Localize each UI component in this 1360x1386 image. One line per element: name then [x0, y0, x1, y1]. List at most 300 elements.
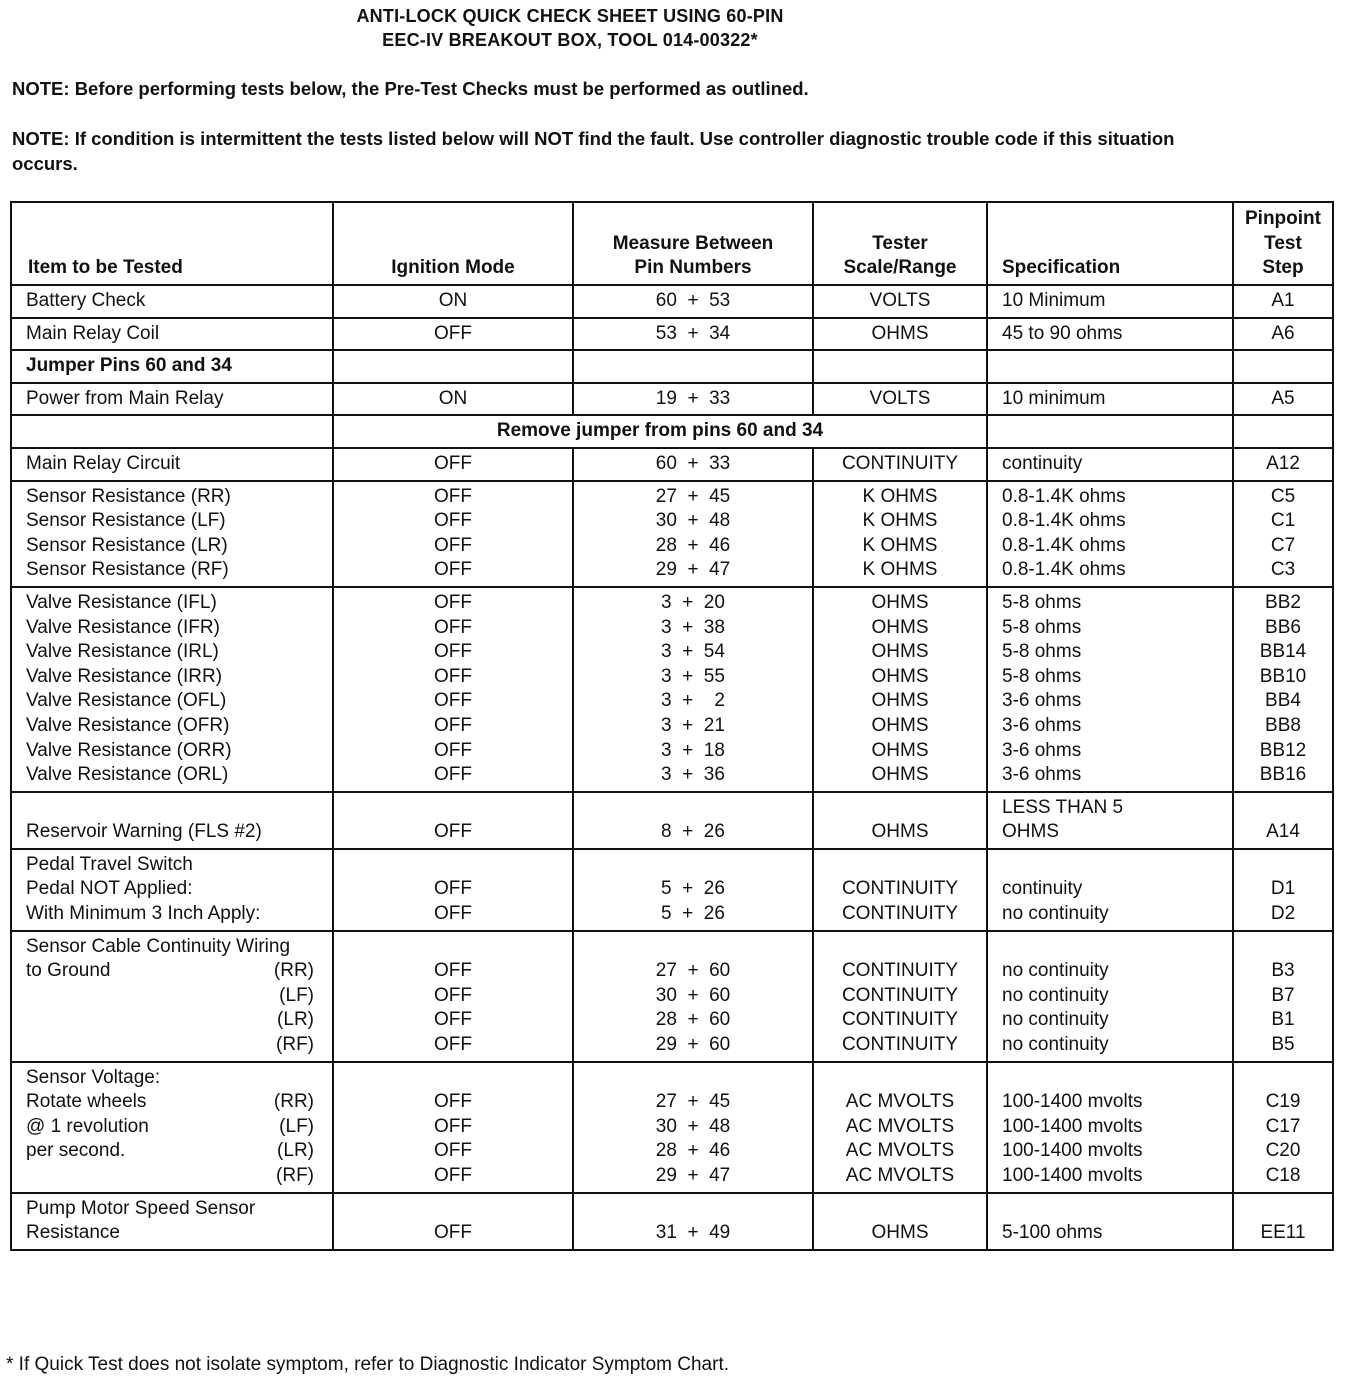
cell-line: BB14 — [1259, 641, 1307, 663]
cell-tester — [813, 318, 987, 351]
wheel-position: (RF) — [276, 1165, 314, 1186]
cell-line: Sensor Resistance (LR) — [26, 534, 228, 556]
cell-line: 0.8-1.4K ohms — [1002, 485, 1126, 507]
cell-line: 100-1400 mvolts — [1002, 1115, 1143, 1137]
cell-line: OFF — [434, 641, 472, 663]
cell-step — [1233, 481, 1333, 587]
remove-jumper-note: Remove jumper from pins 60 and 34 — [333, 415, 987, 448]
cell-ignition — [333, 383, 573, 416]
cell-line: Main Relay Coil — [26, 322, 160, 344]
cell-line: Resistance — [26, 1222, 120, 1244]
cell-item — [11, 448, 333, 481]
row-power-from-main-relay — [11, 383, 1333, 416]
cell-line: B1 — [1271, 1009, 1295, 1031]
cell-line: 3-6 ohms — [1002, 739, 1082, 761]
cell-line: BB4 — [1265, 690, 1301, 712]
cell-line: BB16 — [1259, 764, 1307, 786]
cell-spec — [987, 383, 1233, 416]
cell-line: ON — [438, 290, 468, 311]
header-tester — [813, 202, 987, 285]
cell-ignition — [333, 350, 573, 383]
cell-item — [11, 849, 333, 931]
item-line — [26, 959, 314, 984]
wheel-position: (RR) — [273, 960, 314, 982]
cell-line: B7 — [1271, 984, 1295, 1006]
cell-ignition — [333, 849, 573, 931]
row-reservoir-warning — [11, 792, 1333, 849]
cell-line: no continuity — [1002, 903, 1109, 925]
cell-line: Pinpoint — [1245, 208, 1321, 230]
item-line — [26, 984, 314, 1009]
cell-line: 3 + 38 — [661, 616, 725, 638]
header-row — [11, 202, 1333, 285]
item-line — [26, 1115, 314, 1140]
wheel-position: (LR) — [277, 1140, 314, 1162]
cell-ignition — [333, 1062, 573, 1193]
cell-line: 10 Minimum — [1002, 290, 1106, 311]
cell-line: Pedal Travel Switch — [26, 853, 193, 875]
cell-line: 3 + 54 — [661, 641, 725, 663]
cell-line: 0.8-1.4K ohms — [1002, 559, 1126, 581]
cell-line: OFF — [434, 591, 472, 613]
cell-step — [1233, 792, 1333, 849]
row-sensor-resistance — [11, 481, 1333, 587]
cell-line: OFF — [434, 452, 472, 474]
cell-line: AC MVOLTS — [845, 1140, 955, 1162]
cell-line: C17 — [1265, 1115, 1301, 1137]
header-step — [1233, 202, 1333, 285]
cell-line: CONTINUITY — [841, 452, 959, 474]
item-line — [26, 935, 314, 960]
item-line — [26, 1066, 314, 1091]
cell-line: CONTINUITY — [841, 878, 959, 900]
cell-line: 5-8 ohms — [1002, 616, 1082, 638]
cell-line: OFF — [434, 559, 472, 581]
cell-line: OHMS — [871, 665, 929, 687]
cell-line: 3-6 ohms — [1002, 690, 1082, 712]
cell-line: OHMS — [871, 1222, 929, 1244]
cell-line: Pedal NOT Applied: — [26, 878, 193, 900]
cell-line: OFF — [434, 1034, 472, 1056]
cell-line: BB12 — [1259, 739, 1307, 761]
cell-spec — [987, 792, 1233, 849]
cell-line: 0.8-1.4K ohms — [1002, 510, 1126, 532]
row-valve-resistance — [11, 587, 1333, 792]
cell-line: OFF — [434, 1091, 472, 1113]
cell-line: OFF — [434, 764, 472, 786]
cell-line: 27 + 45 — [655, 1091, 731, 1113]
cell-item — [11, 587, 333, 792]
cell-line: 3 + 36 — [661, 764, 725, 786]
row-battery-check — [11, 285, 1333, 318]
cell-line: 3-6 ohms — [1002, 764, 1082, 786]
quick-check-table — [10, 201, 1334, 1251]
cell-measure — [573, 285, 813, 318]
cell-step — [1233, 350, 1333, 383]
cell-line: OFF — [434, 960, 472, 982]
sheet-title — [0, 4, 1140, 52]
cell-line: Power from Main Relay — [26, 387, 224, 409]
cell-ignition — [333, 318, 573, 351]
cell-line: AC MVOLTS — [845, 1091, 955, 1113]
cell-spec — [987, 448, 1233, 481]
cell-spec — [987, 415, 1233, 448]
cell-line: Step — [1262, 257, 1304, 279]
cell-line: 3 + 55 — [661, 665, 725, 687]
cell-tester — [813, 1062, 987, 1193]
cell-line: 3 + 21 — [661, 714, 725, 736]
cell-line: Measure Between — [612, 232, 774, 254]
cell-line: 5-8 ohms — [1002, 591, 1082, 613]
cell-item — [11, 792, 333, 849]
cell-line: VOLTS — [869, 387, 931, 409]
cell-line: OFF — [434, 485, 472, 507]
cell-measure — [573, 1062, 813, 1193]
cell-line: ON — [438, 387, 468, 409]
cell-line: 53 + 34 — [655, 322, 731, 344]
cell-line: OFF — [434, 665, 472, 687]
row-sensor-voltage — [11, 1062, 1333, 1193]
cell-line: 28 + 60 — [655, 1009, 731, 1031]
cell-line: 28 + 46 — [655, 534, 731, 556]
cell-measure — [573, 383, 813, 416]
cell-line: OFF — [434, 1165, 472, 1186]
cell-spec — [987, 1193, 1233, 1250]
cell-line: 29 + 47 — [655, 1165, 731, 1186]
cell-line: OHMS — [871, 764, 929, 786]
cell-measure — [573, 587, 813, 792]
cell-line: OHMS — [871, 322, 929, 344]
cell-step — [1233, 931, 1333, 1062]
cell-line: B3 — [1271, 960, 1295, 982]
cell-line: CONTINUITY — [841, 984, 959, 1006]
cell-measure — [573, 350, 813, 383]
cell-line: 30 + 48 — [655, 510, 731, 532]
cell-spec — [987, 481, 1233, 587]
cell-line: K OHMS — [862, 485, 938, 507]
cell-tester — [813, 792, 987, 849]
cell-tester — [813, 1193, 987, 1250]
cell-item — [11, 383, 333, 416]
cell-line: OHMS — [871, 690, 929, 712]
cell-tester — [813, 448, 987, 481]
cell-line: Sensor Resistance (RF) — [26, 559, 229, 581]
cell-line: continuity — [1002, 452, 1083, 474]
cell-line: C20 — [1265, 1140, 1301, 1162]
cell-spec — [987, 849, 1233, 931]
item-line — [26, 1164, 314, 1189]
cell-line: With Minimum 3 Inch Apply: — [26, 903, 261, 925]
cell-line: Valve Resistance (IFR) — [26, 616, 220, 638]
cell-line: A14 — [1266, 821, 1300, 843]
cell-line: BB8 — [1265, 714, 1301, 736]
cell-spec — [987, 1062, 1233, 1193]
cell-line: Valve Resistance (OFL) — [26, 690, 227, 712]
cell-line: Jumper Pins 60 and 34 — [26, 355, 232, 377]
cell-ignition — [333, 448, 573, 481]
cell-line: OFF — [434, 510, 472, 532]
cell-item — [11, 350, 333, 383]
cell-line: 27 + 60 — [655, 960, 731, 982]
cell-line: EE11 — [1260, 1222, 1306, 1244]
cell-line: AC MVOLTS — [845, 1165, 955, 1186]
row-pump-motor-speed-sensor — [11, 1193, 1333, 1250]
cell-item — [11, 1193, 333, 1250]
cell-line: A5 — [1271, 387, 1295, 409]
cell-line: OHMS — [871, 591, 929, 613]
item-text: Rotate wheels — [26, 1091, 147, 1113]
row-pedal-travel-switch — [11, 849, 1333, 931]
cell-item — [11, 415, 333, 448]
cell-line: BB2 — [1265, 591, 1301, 613]
cell-line: 3 + 20 — [661, 591, 725, 613]
cell-line: AC MVOLTS — [845, 1115, 955, 1137]
cell-line: OFF — [434, 878, 472, 900]
cell-spec — [987, 350, 1233, 383]
cell-line: C5 — [1270, 485, 1296, 507]
item-line — [26, 1090, 314, 1115]
cell-tester — [813, 849, 987, 931]
note-pretest: NOTE: Before performing tests below, the Pre-Test Checks must be performed as outlined. — [12, 78, 809, 99]
cell-measure — [573, 931, 813, 1062]
cell-line: CONTINUITY — [841, 1034, 959, 1056]
cell-ignition — [333, 285, 573, 318]
item-text: to Ground — [26, 960, 111, 982]
cell-line: LESS THAN 5 — [1002, 796, 1124, 818]
cell-spec — [987, 285, 1233, 318]
row-sensor-cable-continuity — [11, 931, 1333, 1062]
cell-line: 3 + 18 — [661, 739, 725, 761]
cell-tester — [813, 285, 987, 318]
cell-line: OFF — [434, 1222, 472, 1244]
cell-line: 5-8 ohms — [1002, 641, 1082, 663]
cell-line: continuity — [1002, 878, 1083, 900]
cell-line: D1 — [1270, 878, 1296, 900]
cell-spec — [987, 931, 1233, 1062]
cell-line: A6 — [1271, 322, 1295, 344]
cell-line: Scale/Range — [843, 257, 957, 279]
cell-line: 30 + 60 — [655, 984, 731, 1006]
cell-line: Valve Resistance (IRL) — [26, 641, 219, 663]
cell-item — [11, 931, 333, 1062]
cell-line: K OHMS — [862, 559, 938, 581]
cell-tester — [813, 587, 987, 792]
cell-line: BB6 — [1265, 616, 1301, 638]
cell-line: 5-8 ohms — [1002, 665, 1082, 687]
cell-line: 0.8-1.4K ohms — [1002, 534, 1126, 556]
cell-ignition — [333, 792, 573, 849]
sheet-title-line-2: EEC-IV BREAKOUT BOX, TOOL 014-00322* — [382, 30, 758, 50]
cell-line: 29 + 60 — [655, 1034, 731, 1056]
cell-line: 100-1400 mvolts — [1002, 1165, 1143, 1186]
cell-line: Valve Resistance (OFR) — [26, 714, 230, 736]
cell-step — [1233, 448, 1333, 481]
cell-line: VOLTS — [869, 290, 931, 311]
cell-line: OFF — [434, 616, 472, 638]
cell-line: C18 — [1265, 1165, 1301, 1186]
item-text: @ 1 revolution — [26, 1115, 149, 1137]
cell-line: Valve Resistance (ORR) — [26, 739, 232, 761]
cell-line: 10 minimum — [1002, 387, 1106, 409]
cell-line: OFF — [434, 714, 472, 736]
header-measure — [573, 202, 813, 285]
cell-line: Test — [1264, 232, 1302, 254]
cell-line: C7 — [1270, 534, 1296, 556]
header-item — [11, 202, 333, 285]
cell-line: OHMS — [871, 821, 929, 843]
row-main-relay-coil — [11, 318, 1333, 351]
cell-line: C19 — [1265, 1091, 1301, 1113]
cell-step — [1233, 587, 1333, 792]
row-jumper-pins — [11, 350, 1333, 383]
cell-line: OFF — [434, 1140, 472, 1162]
note-intermittent: NOTE: If condition is intermittent the tests listed below will NOT find the fault. Use controller diagnostic trouble code if this situation occurs. — [12, 128, 1175, 174]
cell-ignition — [333, 1193, 573, 1250]
cell-line: 45 to 90 ohms — [1002, 322, 1123, 344]
cell-step — [1233, 1062, 1333, 1193]
cell-measure — [573, 792, 813, 849]
cell-line: CONTINUITY — [841, 1009, 959, 1031]
row-remove-jumper — [11, 415, 1333, 448]
cell-spec — [987, 587, 1233, 792]
cell-line: no continuity — [1002, 984, 1109, 1006]
cell-line: BB10 — [1259, 665, 1307, 687]
cell-line: C1 — [1270, 510, 1296, 532]
row-main-relay-circuit — [11, 448, 1333, 481]
cell-line: OHMS — [1002, 821, 1059, 843]
cell-line: OFF — [434, 739, 472, 761]
cell-line: 8 + 26 — [661, 821, 725, 843]
cell-spec — [987, 318, 1233, 351]
cell-tester — [813, 931, 987, 1062]
cell-line: Ignition Mode — [391, 257, 515, 279]
cell-line: 60 + 33 — [655, 452, 731, 474]
item-line — [26, 1033, 314, 1058]
cell-line: no continuity — [1002, 1009, 1109, 1031]
cell-line: OFF — [434, 1009, 472, 1031]
cell-line: 27 + 45 — [655, 485, 731, 507]
cell-tester — [813, 481, 987, 587]
cell-ignition — [333, 931, 573, 1062]
item-line — [26, 1008, 314, 1033]
item-line — [26, 1139, 314, 1164]
cell-line: K OHMS — [862, 510, 938, 532]
cell-step — [1233, 383, 1333, 416]
cell-step — [1233, 849, 1333, 931]
cell-line: 100-1400 mvolts — [1002, 1091, 1143, 1113]
header-ignition — [333, 202, 573, 285]
cell-line: Main Relay Circuit — [26, 452, 181, 474]
cell-line: Valve Resistance (IFL) — [26, 591, 217, 613]
cell-step — [1233, 318, 1333, 351]
cell-line: OFF — [434, 821, 472, 843]
cell-line: OHMS — [871, 739, 929, 761]
cell-line: D2 — [1270, 903, 1296, 925]
cell-line: OFF — [434, 984, 472, 1006]
cell-line: B5 — [1271, 1034, 1295, 1056]
wheel-position: (LF) — [279, 1115, 314, 1137]
item-text: Sensor Voltage: — [26, 1066, 161, 1088]
cell-line: 100-1400 mvolts — [1002, 1140, 1143, 1162]
cell-line: no continuity — [1002, 1034, 1109, 1056]
cell-ignition — [333, 587, 573, 792]
cell-line: Reservoir Warning (FLS #2) — [26, 821, 262, 843]
cell-step — [1233, 285, 1333, 318]
cell-item — [11, 481, 333, 587]
cell-line: 5 + 26 — [661, 903, 725, 925]
item-text: per second. — [26, 1140, 126, 1162]
cell-line: 31 + 49 — [655, 1222, 731, 1244]
cell-line: 3-6 ohms — [1002, 714, 1082, 736]
cell-tester — [813, 350, 987, 383]
cell-ignition — [333, 481, 573, 587]
cell-line: 3 + 2 — [661, 690, 725, 712]
cell-line: 28 + 46 — [655, 1140, 731, 1162]
cell-line: OFF — [434, 903, 472, 925]
cell-line: Sensor Resistance (LF) — [26, 510, 226, 532]
cell-line: 29 + 47 — [655, 559, 731, 581]
cell-line: 30 + 48 — [655, 1115, 731, 1137]
cell-step — [1233, 415, 1333, 448]
cell-line: Pin Numbers — [634, 257, 752, 279]
cell-measure — [573, 448, 813, 481]
cell-line: OHMS — [871, 714, 929, 736]
wheel-position: (LF) — [279, 984, 314, 1006]
cell-tester — [813, 383, 987, 416]
footnote: * If Quick Test does not isolate symptom, refer to Diagnostic Indicator Symptom Chart. — [6, 1354, 730, 1375]
wheel-position: (LR) — [277, 1009, 314, 1031]
wheel-position: (RF) — [276, 1034, 314, 1056]
cell-item — [11, 1062, 333, 1193]
cell-step — [1233, 1193, 1333, 1250]
cell-line: Valve Resistance (IRR) — [26, 665, 223, 687]
cell-line: 5 + 26 — [661, 878, 725, 900]
cell-line: CONTINUITY — [841, 903, 959, 925]
cell-line: C3 — [1270, 559, 1296, 581]
cell-line: OHMS — [871, 616, 929, 638]
cell-line: OHMS — [871, 641, 929, 663]
cell-line: Tester — [872, 232, 928, 254]
cell-measure — [573, 318, 813, 351]
cell-line: A1 — [1271, 290, 1295, 311]
cell-line: Item to be Tested — [28, 257, 183, 279]
cell-measure — [573, 1193, 813, 1250]
cell-line: Valve Resistance (ORL) — [26, 764, 229, 786]
cell-line: 60 + 53 — [655, 290, 731, 311]
sheet-title-line-1: ANTI-LOCK QUICK CHECK SHEET USING 60-PIN — [356, 6, 784, 26]
cell-line: Sensor Resistance (RR) — [26, 485, 231, 507]
cell-line: OFF — [434, 534, 472, 556]
cell-line: CONTINUITY — [841, 960, 959, 982]
header-spec — [987, 202, 1233, 285]
cell-line: OFF — [434, 322, 472, 344]
cell-line: Specification — [1002, 257, 1121, 279]
cell-line: A12 — [1266, 452, 1300, 474]
cell-line: K OHMS — [862, 534, 938, 556]
cell-line: 5-100 ohms — [1002, 1222, 1103, 1244]
wheel-position: (RR) — [273, 1091, 314, 1113]
cell-measure — [573, 481, 813, 587]
cell-item — [11, 318, 333, 351]
cell-item — [11, 285, 333, 318]
cell-line: Battery Check — [26, 290, 146, 311]
cell-line: 19 + 33 — [655, 387, 731, 409]
item-text: Sensor Cable Continuity Wiring — [26, 935, 291, 957]
cell-line: no continuity — [1002, 960, 1109, 982]
cell-line: Pump Motor Speed Sensor — [26, 1197, 256, 1219]
cell-line: OFF — [434, 690, 472, 712]
cell-measure — [573, 849, 813, 931]
